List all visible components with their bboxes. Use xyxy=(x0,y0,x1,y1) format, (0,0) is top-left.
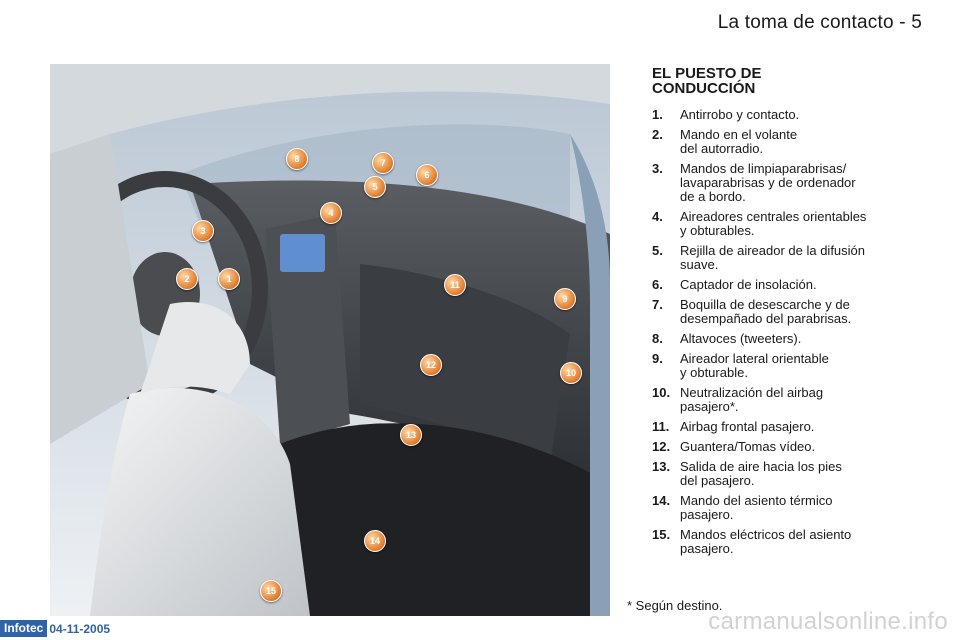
legend-item-line: Mandos de limpiaparabrisas/ xyxy=(680,161,847,176)
legend-item-number: 7. xyxy=(652,297,663,312)
legend-item xyxy=(652,332,912,346)
callout-marker-14: 14 xyxy=(364,530,386,552)
legend-item xyxy=(652,278,912,292)
callout-marker-9: 9 xyxy=(554,288,576,310)
legend-item-line: pasajero*. xyxy=(680,399,739,414)
legend-item xyxy=(652,494,912,522)
legend-item-number: 3. xyxy=(652,161,663,176)
legend-item-number: 14. xyxy=(652,493,671,508)
callout-marker-6: 6 xyxy=(416,164,438,186)
legend-item-text xyxy=(680,244,912,272)
legend-list xyxy=(652,108,912,556)
legend-item-number: 1. xyxy=(652,107,663,122)
legend-item-line: y obturables. xyxy=(680,223,755,238)
page-header: La toma de contacto - 5 xyxy=(717,12,922,33)
callout-marker-1: 1 xyxy=(218,268,240,290)
legend-item-line: Airbag frontal pasajero. xyxy=(680,419,815,434)
callout-marker-7: 7 xyxy=(372,152,394,174)
callout-marker-2: 2 xyxy=(176,268,198,290)
legend-item xyxy=(652,108,912,122)
legend-item-line: Altavoces (tweeters). xyxy=(680,331,802,346)
legend-item-text xyxy=(680,460,912,488)
dashboard-photo xyxy=(50,64,610,616)
legend-item xyxy=(652,386,912,414)
legend-item-number: 2. xyxy=(652,127,663,142)
legend-item xyxy=(652,210,912,238)
legend-item-text xyxy=(680,386,912,414)
legend-item-line: pasajero. xyxy=(680,541,734,556)
legend-item-line: Aireadores centrales orientables xyxy=(680,209,867,224)
legend-item-text xyxy=(680,128,912,156)
legend-item-line: Antirrobo y contacto. xyxy=(680,107,800,122)
callout-marker-10: 10 xyxy=(560,362,582,384)
legend-item-line: Guantera/Tomas vídeo. xyxy=(680,439,816,454)
legend-item-line: de a bordo. xyxy=(680,189,746,204)
callout-marker-15: 15 xyxy=(260,580,282,602)
callout-marker-4: 4 xyxy=(320,202,342,224)
print-date: 04-11-2005 xyxy=(49,621,111,636)
section-title-line-2: CONDUCCIÓN xyxy=(652,80,756,97)
footer-date-stamp xyxy=(0,620,110,637)
legend-item-text xyxy=(680,420,912,434)
legend-item xyxy=(652,420,912,434)
legend-item-text xyxy=(680,278,912,292)
callout-marker-5: 5 xyxy=(364,176,386,198)
legend-item-number: 13. xyxy=(652,459,671,474)
legend-item-text xyxy=(680,528,912,556)
legend-item-line: del pasajero. xyxy=(680,473,755,488)
legend-item xyxy=(652,298,912,326)
legend-item-text xyxy=(680,352,912,380)
legend-item-number: 11. xyxy=(652,419,670,434)
section-title xyxy=(652,66,912,96)
callout-marker-3: 3 xyxy=(192,220,214,242)
legend-item-line: Neutralización del airbag xyxy=(680,385,824,400)
section-title-line-1: EL PUESTO DE xyxy=(652,65,762,82)
legend-item-line: Mando en el volante xyxy=(680,127,798,142)
legend-item-text xyxy=(680,298,912,326)
legend-item-line: Mando del asiento térmico xyxy=(680,493,833,508)
legend-item-line: Boquilla de desescarche y de xyxy=(680,297,850,312)
legend-item-line: Aireador lateral orientable xyxy=(680,351,829,366)
legend-item-line: del autorradio. xyxy=(680,141,764,156)
legend-item-line: suave. xyxy=(680,257,719,272)
legend-item-text xyxy=(680,210,912,238)
component-legend xyxy=(652,66,912,562)
legend-item-line: pasajero. xyxy=(680,507,734,522)
legend-item xyxy=(652,440,912,454)
legend-item xyxy=(652,460,912,488)
legend-item xyxy=(652,128,912,156)
legend-item-number: 5. xyxy=(652,243,663,258)
legend-item-line: Captador de insolación. xyxy=(680,277,817,292)
legend-item-text xyxy=(680,108,912,122)
legend-item-number: 8. xyxy=(652,331,663,346)
legend-item-number: 6. xyxy=(652,277,663,292)
legend-item-text xyxy=(680,332,912,346)
legend-item-number: 10. xyxy=(652,385,671,400)
legend-item xyxy=(652,352,912,380)
legend-item-number: 12. xyxy=(652,439,671,454)
legend-item-text xyxy=(680,162,912,204)
legend-item-line: Salida de aire hacia los pies xyxy=(680,459,842,474)
dashboard-illustration xyxy=(50,64,610,616)
site-watermark: carmanualsonline.info xyxy=(708,608,948,635)
legend-item-number: 4. xyxy=(652,209,663,224)
legend-item-text xyxy=(680,440,912,454)
legend-item-text xyxy=(680,494,912,522)
legend-item-line: desempañado del parabrisas. xyxy=(680,311,852,326)
legend-item-number: 15. xyxy=(652,527,671,542)
legend-item-line: Mandos eléctricos del asiento xyxy=(680,527,852,542)
callout-marker-12: 12 xyxy=(420,354,442,376)
legend-item-line: lavaparabrisas y de ordenador xyxy=(680,175,856,190)
infotec-badge: Infotec xyxy=(0,620,47,637)
legend-item xyxy=(652,528,912,556)
footnote: * Según destino. xyxy=(627,598,723,613)
callout-marker-11: 11 xyxy=(444,274,466,296)
legend-item-line: y obturable. xyxy=(680,365,748,380)
legend-item xyxy=(652,162,912,204)
callout-marker-8: 8 xyxy=(286,148,308,170)
legend-item xyxy=(652,244,912,272)
callout-marker-13: 13 xyxy=(400,424,422,446)
legend-item-number: 9. xyxy=(652,351,663,366)
legend-item-line: Rejilla de aireador de la difusión xyxy=(680,243,866,258)
